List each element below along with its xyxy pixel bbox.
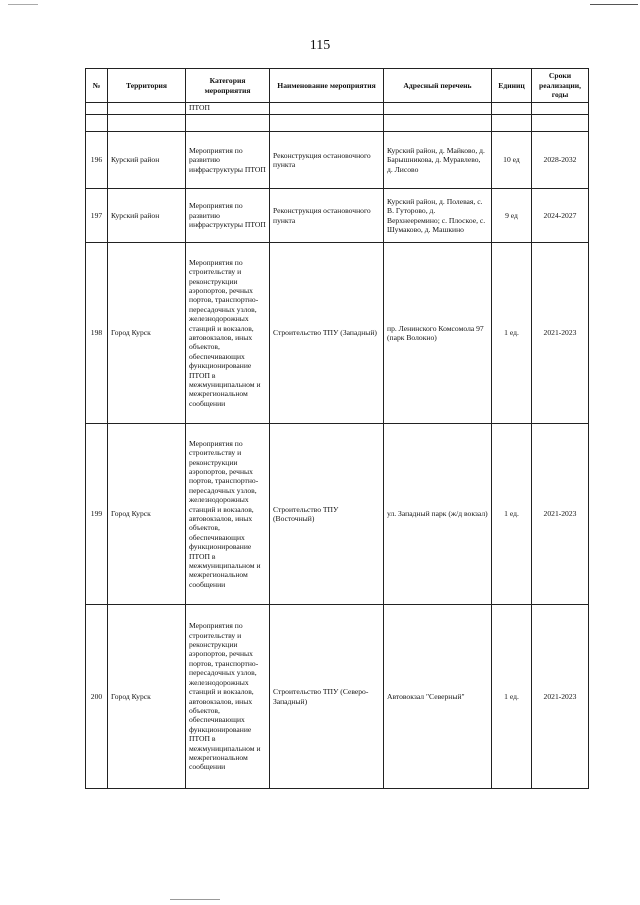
row-units: 9 ед [492,189,532,243]
row-units: 10 ед [492,132,532,189]
table-row [86,424,589,605]
page-number: 115 [309,38,331,53]
header-num: № [86,69,108,103]
row-num: 197 [86,189,108,243]
row-name: Реконструкция остановочного пункта [270,189,384,243]
row-category: Мероприятия по развитию инфраструктуры ПТОП [186,189,270,243]
row-name: Строительство ТПУ (Западный) [270,243,384,424]
table-row [86,605,589,789]
header-territory: Территория [108,69,186,103]
row-addresses: Курский район, д. Майково, д. Барышникова, д. Муравлево, д. Лисово [384,132,492,189]
row-num: 198 [86,243,108,424]
row-territory: Город Курск [108,605,186,789]
row-category: Мероприятия по строительству и реконструкции аэропортов, речных портов, транспортно-пересадочных узлов, железнодорожных станций и вокзалов, автовокзалов, иных объектов, обеспечивающих функционирование ПТОП в межмуниципальном и межрегиональном сообщении [186,605,270,789]
table-row [86,243,589,424]
row-category: Мероприятия по строительству и реконструкции аэропортов, речных портов, транспортно-пересадочных узлов, железнодорожных станций и вокзалов, автовокзалов, иных объектов, обеспечивающих функционирование ПТОП в межмуниципальном и межрегиональном сообщении [186,424,270,605]
row-years: 2028-2032 [532,132,589,189]
row-territory: Курский район [108,132,186,189]
row-category: Мероприятия по строительству и реконструкции аэропортов, речных портов, транспортно-пересадочных узлов, железнодорожных станций и вокзалов, автовокзалов, иных объектов, обеспечивающих функционирование ПТОП в межмуниципальном и межрегиональном сообщении [186,243,270,424]
row-num: 200 [86,605,108,789]
table-row-continuation [86,103,589,115]
row-addresses: пр. Ленинского Комсомола 97 (парк Волокно) [384,243,492,424]
row-territory: Город Курск [108,243,186,424]
header-addresses: Адресный перечень [384,69,492,103]
header-years: Сроки реализации, годы [532,69,589,103]
row-num: 199 [86,424,108,605]
row-years: 2021-2023 [532,605,589,789]
row-addresses: Автовокзал "Северный" [384,605,492,789]
row-name: Строительство ТПУ (Восточный) [270,424,384,605]
scan-mark-top-right [590,4,638,5]
row-units: 1 ед. [492,605,532,789]
continuation-category: ПТОП [186,103,270,115]
scan-mark-bottom [170,899,220,900]
row-addresses: Курский район, д. Полевая, с. В. Гуторово, д. Верхнееремино; с. Плоское, с. Шумаково, д. Машкино [384,189,492,243]
header-units: Единиц [492,69,532,103]
measures-table [85,68,589,789]
scan-mark-top-left [8,4,38,5]
row-addresses: ул. Западный парк (ж/д вокзал) [384,424,492,605]
table-row [86,189,589,243]
header-name: Наименование мероприятия [270,69,384,103]
row-years: 2024-2027 [532,189,589,243]
row-name: Строительство ТПУ (Северо-Западный) [270,605,384,789]
row-units: 1 ед. [492,243,532,424]
row-years: 2021-2023 [532,424,589,605]
row-units: 1 ед. [492,424,532,605]
table-header-row [86,69,589,103]
row-years: 2021-2023 [532,243,589,424]
header-category: Категория мероприятия [186,69,270,103]
row-name: Реконструкция остановочного пункта [270,132,384,189]
row-category: Мероприятия по развитию инфраструктуры ПТОП [186,132,270,189]
row-territory: Город Курск [108,424,186,605]
table-row [86,132,589,189]
row-territory: Курский район [108,189,186,243]
table-row-blank [86,115,589,132]
row-num: 196 [86,132,108,189]
